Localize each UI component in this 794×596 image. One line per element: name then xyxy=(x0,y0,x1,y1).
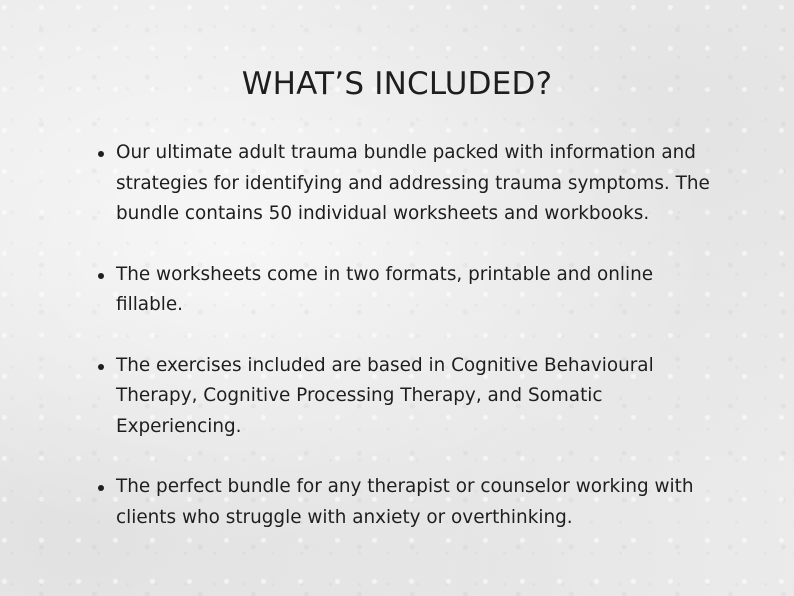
list-item-line: clients who struggle with anxiety or overthinking. xyxy=(116,506,573,528)
page-title: WHAT’S INCLUDED? xyxy=(241,66,553,102)
list-item-line: fillable. xyxy=(116,294,184,315)
list-item-line: Therapy, Cognitive Processing Therapy, and Somatic xyxy=(116,385,603,406)
list-item xyxy=(96,138,736,230)
list-item-line: The exercises included are based in Cognitive Behavioural xyxy=(116,354,654,376)
list-item-line: Our ultimate adult trauma bundle packed with information and xyxy=(116,142,696,163)
bullet-icon xyxy=(98,485,104,491)
list-item-line: Experiencing. xyxy=(116,415,242,437)
list-item xyxy=(96,472,736,533)
list-item-line: strategies for identifying and addressing trauma symptoms. The xyxy=(116,172,710,194)
bullet-icon xyxy=(98,151,104,157)
included-list xyxy=(96,138,736,563)
list-item xyxy=(96,351,736,443)
list-item-line: bundle contains 50 individual worksheets and workbooks. xyxy=(116,203,650,224)
list-item-line: The worksheets come in two formats, printable and online xyxy=(116,263,654,285)
list-item-line: The perfect bundle for any therapist or counselor working with xyxy=(116,476,694,497)
list-item xyxy=(96,260,736,321)
bullet-icon xyxy=(98,273,104,279)
bullet-icon xyxy=(98,364,104,370)
